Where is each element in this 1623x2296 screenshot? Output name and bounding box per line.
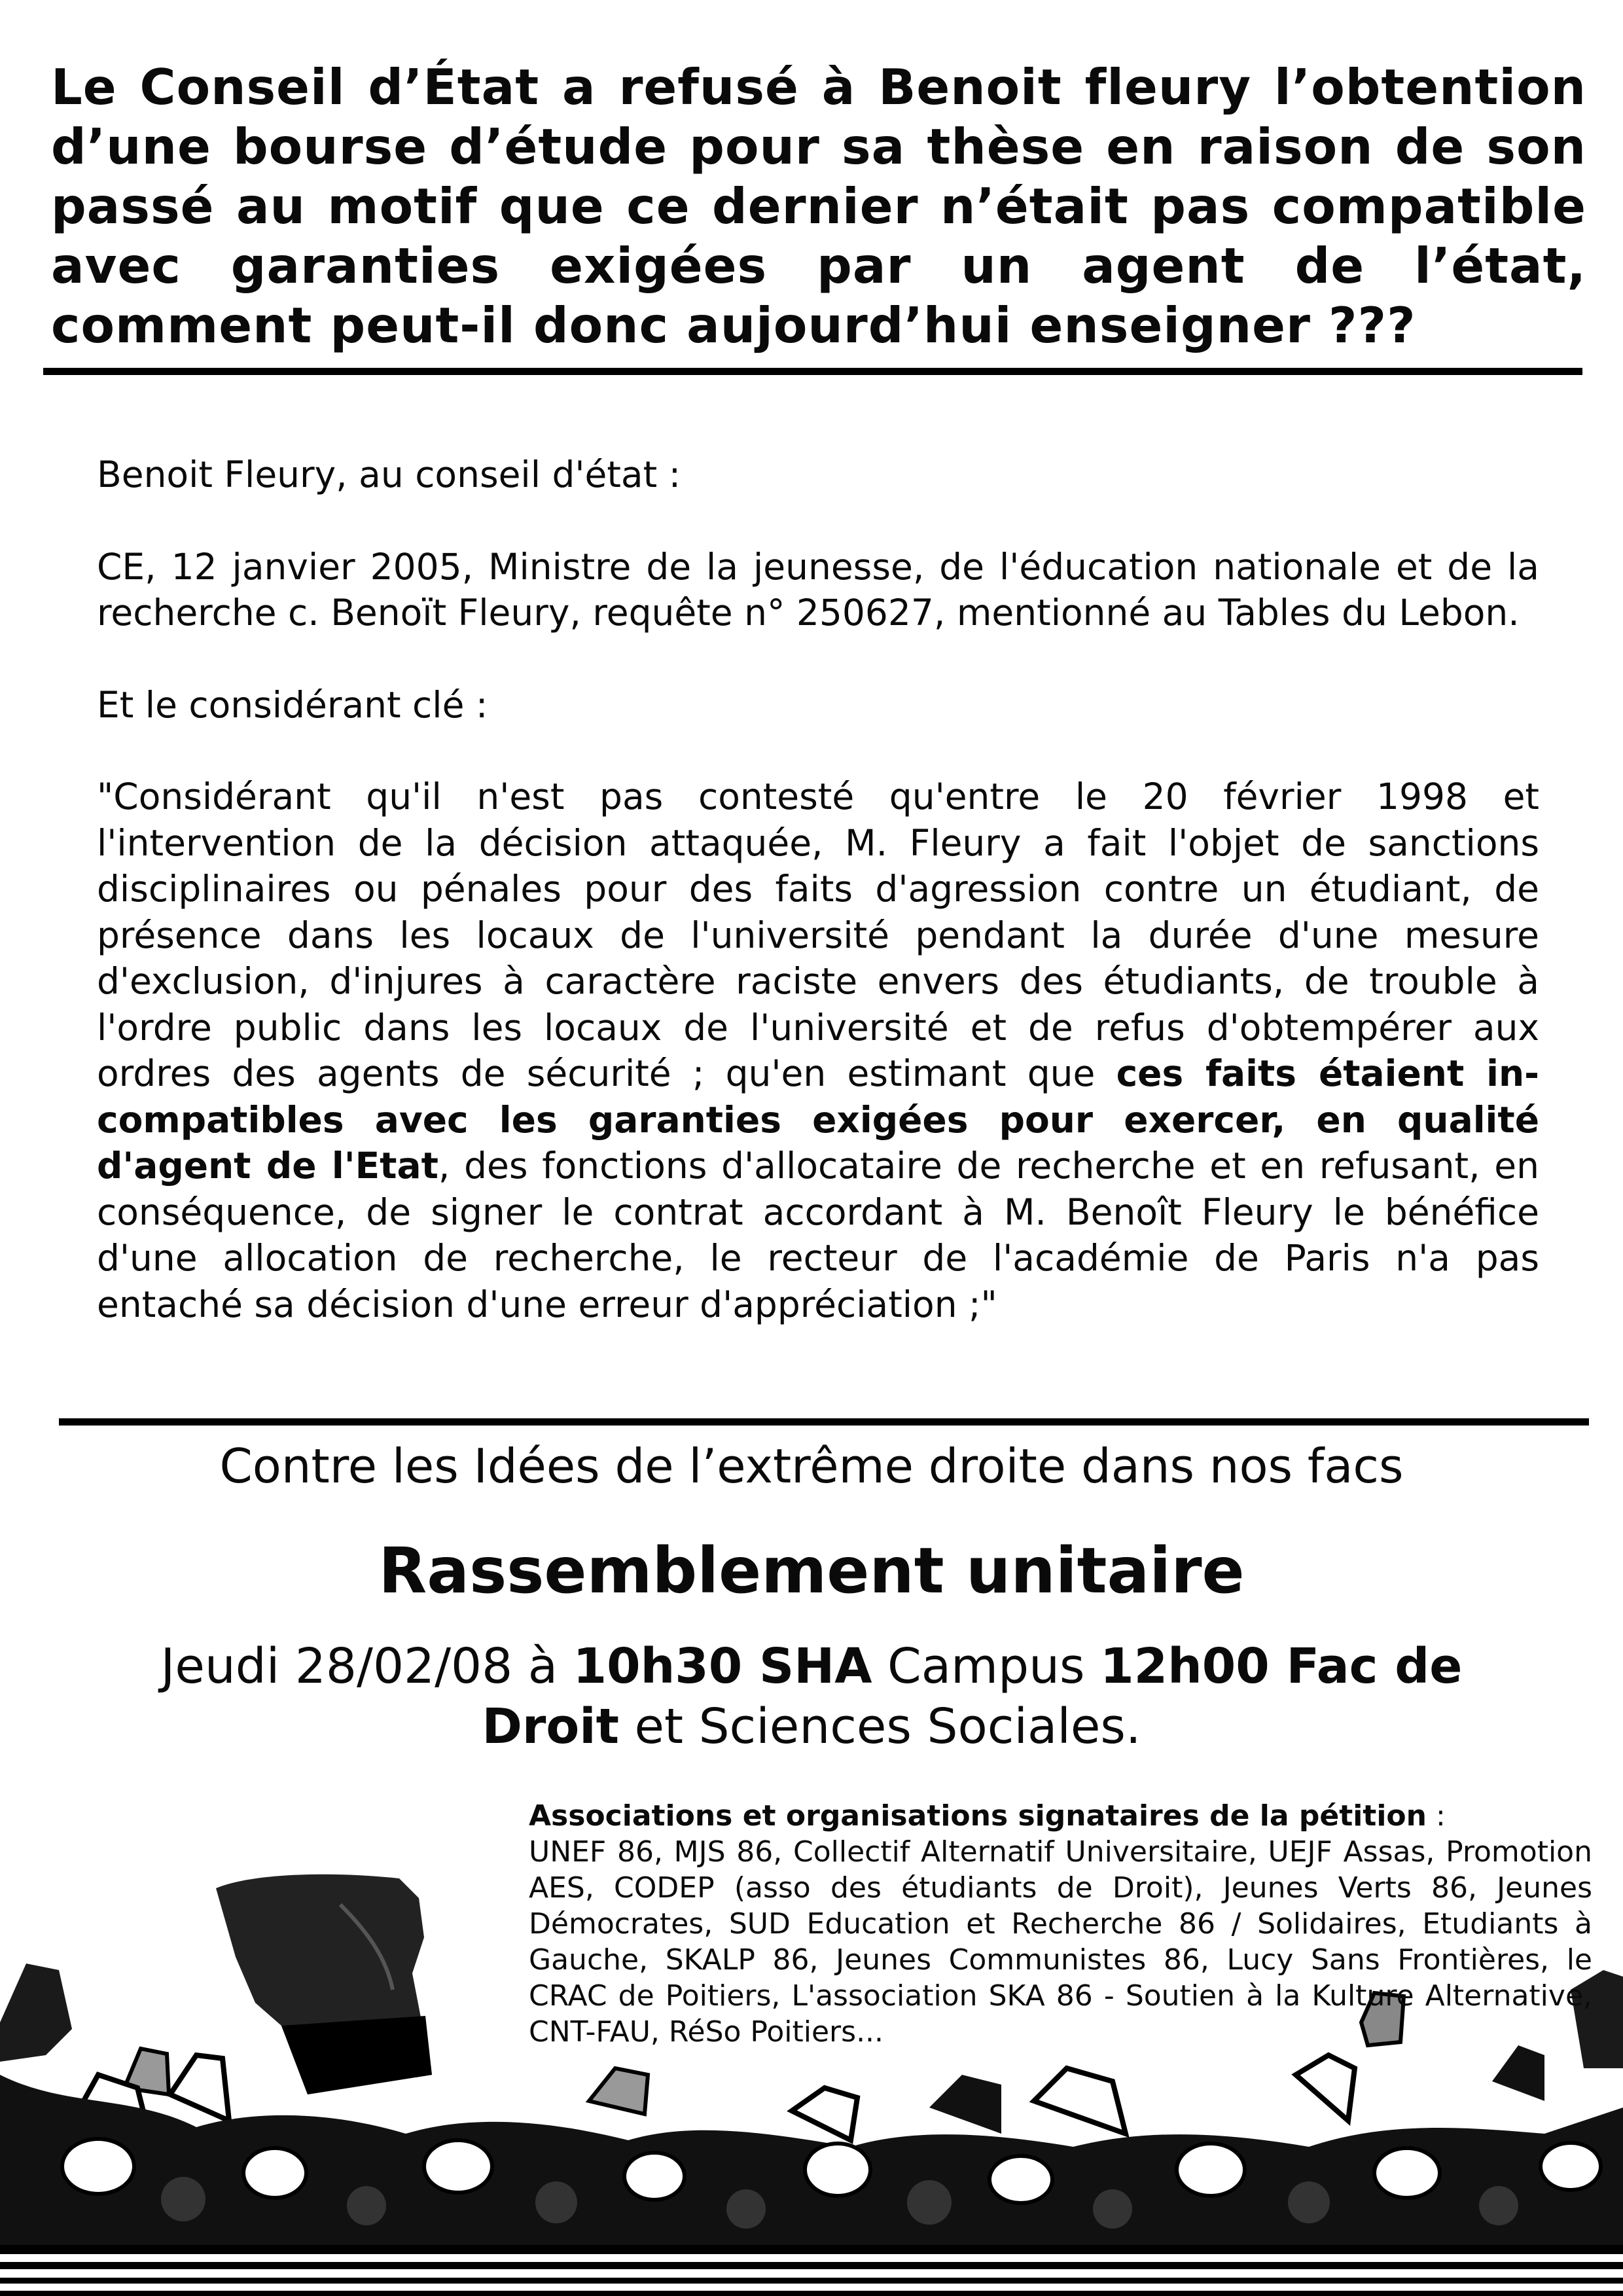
divider-middle [59, 1418, 1589, 1426]
event-place-2: et Sciences Sociales. [618, 1698, 1141, 1755]
key-consideration-label: Et le considérant clé : [97, 683, 488, 726]
divider-top [43, 368, 1582, 375]
event-date: Jeudi 28/02/08 à [160, 1638, 573, 1695]
quote-text-before: "Considérant qu'il n'est pas contesté qu'entre le 20 février 1998 et l'intervention de la décision attaquée, M. Fleury a fait l'objet de sanctions disciplinaires ou pénales pour des faits d'agression contre un étudiant, de présence dans les locaux de l'université pendant la durée d'une mesure d'exclusion, d'injures à caractère raciste envers des étudiants, de trouble à l'ordre public dans les locaux de l'université et de refus d'obtempérer aux ordres des agents de sécurité ; qu'en estimant que [97, 776, 1539, 1094]
decision-quote [97, 774, 1539, 1327]
signatories-heading: Associations et organisations signataires de la pétition [529, 1799, 1427, 1833]
quote-text-after: , des fonctions d'allocataire de recherche et en refusant, en conséquence, de signer le contrat accordant à M. Benoît Fleury le bénéfice d'une allocation de recherche, le recteur de l'académie de Paris n'a pas entaché sa décision d'une erreur d'appréciation ;" [97, 1145, 1540, 1325]
event-place-1: Campus [872, 1638, 1101, 1695]
quote-text-bold: ces faits étaient incompatibles avec les garanties exigées pour exercer, en qualité d'agent de l'Etat [97, 1052, 1539, 1187]
signatories-block [529, 1798, 1592, 2050]
event-details [118, 1636, 1505, 1757]
event-title: Rassemblement unitaire [378, 1534, 1245, 1607]
decision-quote-block [97, 452, 1539, 1327]
case-reference: CE, 12 janvier 2005, Ministre de la jeunesse, de l'éducation nationale et de la recherche c. Benoït Fleury, requête n° 250627, mentionné au Tables du Lebon. [97, 545, 1539, 634]
signatories-separator: : [1426, 1799, 1446, 1833]
slogan: Contre les Idées de l’extrême droite dans nos facs [219, 1439, 1404, 1494]
event-time-1: 10h30 SHA [573, 1638, 872, 1695]
event-time-2: 12h00 Fac de Droit [482, 1638, 1463, 1755]
headline: Le Conseil d’État a refusé à Benoit fleury l’obtention d’une bourse d’étude pour sa thèse en raison de son passé au motif que ce dernier n’était pas compatible avec garanties exigées par un agent de l’état, comment peut-il donc aujourd’hui enseigner ??? [51, 58, 1586, 354]
signatories-list: UNEF 86, MJS 86, Collectif Alternatif Universitaire, UEJF Assas, Promotion AES, CODEP (asso des étudiants de Droit), Jeunes Verts 86, Jeunes Démocrates, SUD Education et Recherche 86 / Solidaires, Etudiants à Gauche, SKALP 86, Jeunes Communistes 86, Lucy Sans Frontières, le CRAC de Poitiers, L'association SKA 86 - Soutien à la Kulture Alternative, CNT-FAU, RéSo Poitiers... [529, 1835, 1592, 2049]
quote-intro: Benoit Fleury, au conseil d'état : [97, 454, 681, 495]
